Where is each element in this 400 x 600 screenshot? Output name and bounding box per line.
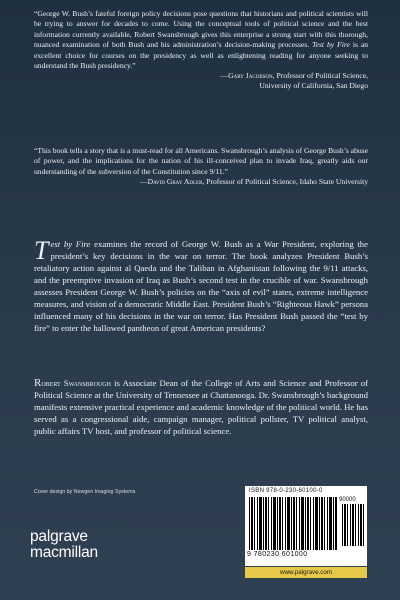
review-quote-adler	[34, 146, 368, 187]
reviewer-role: Professor of Political Science,	[274, 71, 368, 81]
reviewer-name: —David Gray Adler,	[140, 177, 205, 187]
publisher-logo	[30, 529, 98, 561]
drop-cap: T	[34, 236, 49, 265]
cover-design-credit: Cover design by Newgen Imaging Systems.	[34, 489, 137, 495]
price-addon-bars	[342, 504, 364, 546]
publisher-logo-line1: palgrave	[30, 528, 88, 545]
quote-attribution	[34, 71, 368, 91]
publisher-website: www.palgrave.com	[245, 567, 367, 578]
quote-text-end: is an excellent choice for courses on the presidency as well as enlightening reading for anyone seeking to understand the Bush presidency.”	[34, 40, 369, 71]
ean-barcode-bars	[249, 497, 337, 550]
review-quote-jacobson	[34, 9, 368, 91]
price-addon-number: 90000	[339, 497, 356, 503]
ean-digits: 9 780230 601000	[247, 551, 341, 558]
isbn-number: ISBN 978-0-230-60100-0	[249, 488, 323, 494]
isbn-barcode	[245, 486, 367, 566]
quote-text: “This book tells a story that is a must-read for all Americans. Swansbrough’s analysis of George Bush’s abuse of power, and the implications for the nation of his ill-conceived plan to invade Iraq, greatly aids our understanding of the subversion of the Constitution since 9/11.”	[34, 146, 368, 176]
author-name: obert Swansbrough	[41, 378, 111, 388]
reviewer-role: Professor of Political Science, Idaho State University	[204, 177, 368, 187]
author-bio-text: is Associate Dean of the College of Arts and Science and Professor of Political Science at the University of Tennessee at Chattanooga. Dr. Swansbrough’s background manifests extensive practical experience and academic knowledge of the political world. He has served as a congressional aide, campaign manager, political pollster, TV political analyst, public affairs TV host, and professor of political science.	[34, 378, 368, 436]
reviewer-name: —Gary Jacobson,	[220, 71, 275, 81]
quote-attribution	[34, 177, 368, 187]
description-text: examines the record of George W. Bush as a War President, exploring the president’s key decisions in the war on terror. The book analyzes President Bush’s retaliatory action against al Qaeda and the Taliban in Afghanistan following the 9/11 attacks, and the preemptive invasion of Iraq as Bush’s second test in the crucible of war. Swansbrough assesses President George W. Bush’s policies on the “axis of evil” states, extreme intelligence measures, and vision of a democratic Middle East. President Bush’s “Righteous Hawk” persona influenced many of his decisions in the war on terror. Has President Bush passed the “test by fire” to enter the hallowed pantheon of great American presidents?	[34, 239, 369, 333]
reviewer-institution: University of California, San Diego	[259, 81, 368, 91]
author-bio	[34, 377, 368, 437]
book-title-italic: est by Fire	[50, 239, 91, 249]
book-title-italic: Test by Fire	[312, 40, 350, 50]
quote-text: “George W. Bush’s fateful foreign policy decisions pose questions that historians and political scientists will be trying to answer for decades to come. Using the conceptual tools of political science and the best information currently available, Robert Swansbrough gives this enterprise a strong start with this thorough, nuanced examination of both Bush and his administration’s decision-making processes.	[34, 9, 368, 50]
publisher-logo-line2: macmillan	[30, 544, 98, 561]
book-description	[34, 238, 368, 334]
author-initial: R	[34, 377, 42, 389]
